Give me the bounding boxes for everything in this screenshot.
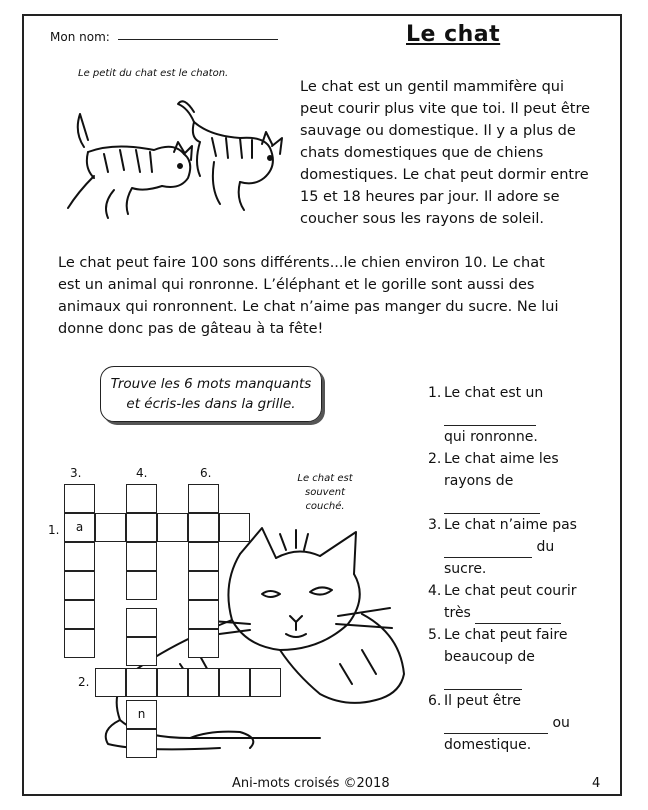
grid-cell[interactable]: [95, 668, 126, 697]
clue-6-number: 6.: [428, 693, 442, 709]
clue-4-text: Le chat peut courir: [444, 583, 577, 599]
grid-cell[interactable]: n: [126, 700, 157, 729]
clue-2: [428, 448, 598, 514]
clue-number-6: 6.: [200, 466, 212, 480]
clue-1-blank[interactable]: [444, 410, 536, 426]
clue-number-1: 1.: [48, 523, 60, 537]
grid-cell[interactable]: [188, 513, 219, 542]
page-number: 4: [592, 776, 601, 791]
cat-caption-line-1: Le chat est: [297, 473, 353, 484]
grid-cell[interactable]: [126, 608, 157, 637]
instruction-line-1: Trouve les 6 mots manquants: [110, 376, 312, 392]
clue-4: [428, 580, 598, 624]
grid-cell[interactable]: [95, 513, 126, 542]
clue-1-text: Le chat est un: [444, 385, 544, 401]
grid-cell[interactable]: [126, 513, 157, 542]
paragraph-facts: Le chat peut faire 100 sons différents...le chien environ 10. Le chat est un animal qui ronronne. L’éléphant et le gorille sont aussi des animaux qui ronronnent. Le chat n’aime pas manger du sucre. Ne lui donne donc pas de gâteau à ta fête!: [58, 255, 559, 337]
clue-1-text-end: qui ronronne.: [444, 429, 538, 445]
clue-6: [428, 690, 598, 756]
grid-cell[interactable]: [219, 513, 250, 542]
clue-5: [428, 624, 598, 690]
kittens-caption: Le petit du chat est le chaton.: [78, 68, 229, 79]
grid-cell[interactable]: [64, 629, 95, 658]
grid-cell[interactable]: [157, 513, 188, 542]
clue-number-4: 4.: [136, 466, 148, 480]
grid-cell[interactable]: [64, 600, 95, 629]
clue-1-number: 1.: [428, 385, 442, 401]
clue-3-text-end: du sucre.: [444, 539, 555, 577]
clue-2-number: 2.: [428, 451, 442, 467]
grid-cell[interactable]: [126, 637, 157, 666]
clue-5-blank[interactable]: [444, 674, 522, 690]
clue-2-text: Le chat aime les: [444, 451, 559, 467]
instruction-line-2: et écris-les dans la grille.: [126, 396, 296, 412]
clue-5-text-end: beaucoup de: [444, 649, 535, 665]
grid-cell[interactable]: [250, 668, 281, 697]
grid-cell[interactable]: [157, 668, 188, 697]
clue-4-blank[interactable]: [475, 608, 561, 624]
footer-copyright: Ani-mots croisés ©2018: [232, 776, 390, 791]
clue-3-blank[interactable]: [444, 542, 532, 558]
grid-cell[interactable]: [126, 729, 157, 758]
grid-cell[interactable]: [219, 668, 250, 697]
clue-2-text-end: rayons de: [444, 473, 514, 489]
grid-cell[interactable]: [188, 629, 219, 658]
grid-cell[interactable]: [64, 484, 95, 513]
grid-cell[interactable]: [64, 542, 95, 571]
grid-cell[interactable]: [188, 600, 219, 629]
grid-cell[interactable]: a: [64, 513, 95, 542]
clue-list: [428, 382, 598, 756]
clue-5-number: 5.: [428, 627, 442, 643]
clue-number-3: 3.: [70, 466, 82, 480]
grid-cell[interactable]: [126, 484, 157, 513]
grid-cell[interactable]: [188, 542, 219, 571]
clue-2-blank[interactable]: [444, 498, 540, 514]
cat-caption-line-3: couché.: [305, 501, 345, 512]
page-title: Le chat: [406, 22, 501, 47]
grid-cell[interactable]: [188, 668, 219, 697]
grid-cell[interactable]: [188, 484, 219, 513]
name-label: Mon nom:: [50, 30, 110, 44]
grid-cell[interactable]: [126, 668, 157, 697]
clue-4-text-end: très: [444, 605, 471, 621]
grid-cell[interactable]: [126, 542, 157, 571]
clue-1: [428, 382, 598, 448]
cat-caption-line-2: souvent: [305, 487, 345, 498]
clue-3: [428, 514, 598, 580]
clue-4-number: 4.: [428, 583, 442, 599]
paragraph-intro: Le chat est un gentil mammifère qui peut courir plus vite que toi. Il peut être sauvage ou domestique. Il y a plus de chats domestiques que de chiens domestiques. Le chat peut dormir entre 15 et 18 heures par jour. Il adore se coucher sous les rayons de soleil.: [300, 79, 591, 227]
clue-6-blank[interactable]: [444, 718, 548, 734]
clue-6-text-end: domestique.: [444, 737, 532, 753]
grid-cell[interactable]: [188, 571, 219, 600]
clue-number-2: 2.: [78, 675, 90, 689]
clue-3-text: Le chat n’aime pas: [444, 517, 577, 533]
grid-cell[interactable]: [64, 571, 95, 600]
grid-cell[interactable]: [126, 571, 157, 600]
clue-6-text-mid: ou: [552, 715, 570, 731]
clue-3-number: 3.: [428, 517, 442, 533]
clue-5-text: Le chat peut faire: [444, 627, 568, 643]
clue-6-text: Il peut être: [444, 693, 521, 709]
